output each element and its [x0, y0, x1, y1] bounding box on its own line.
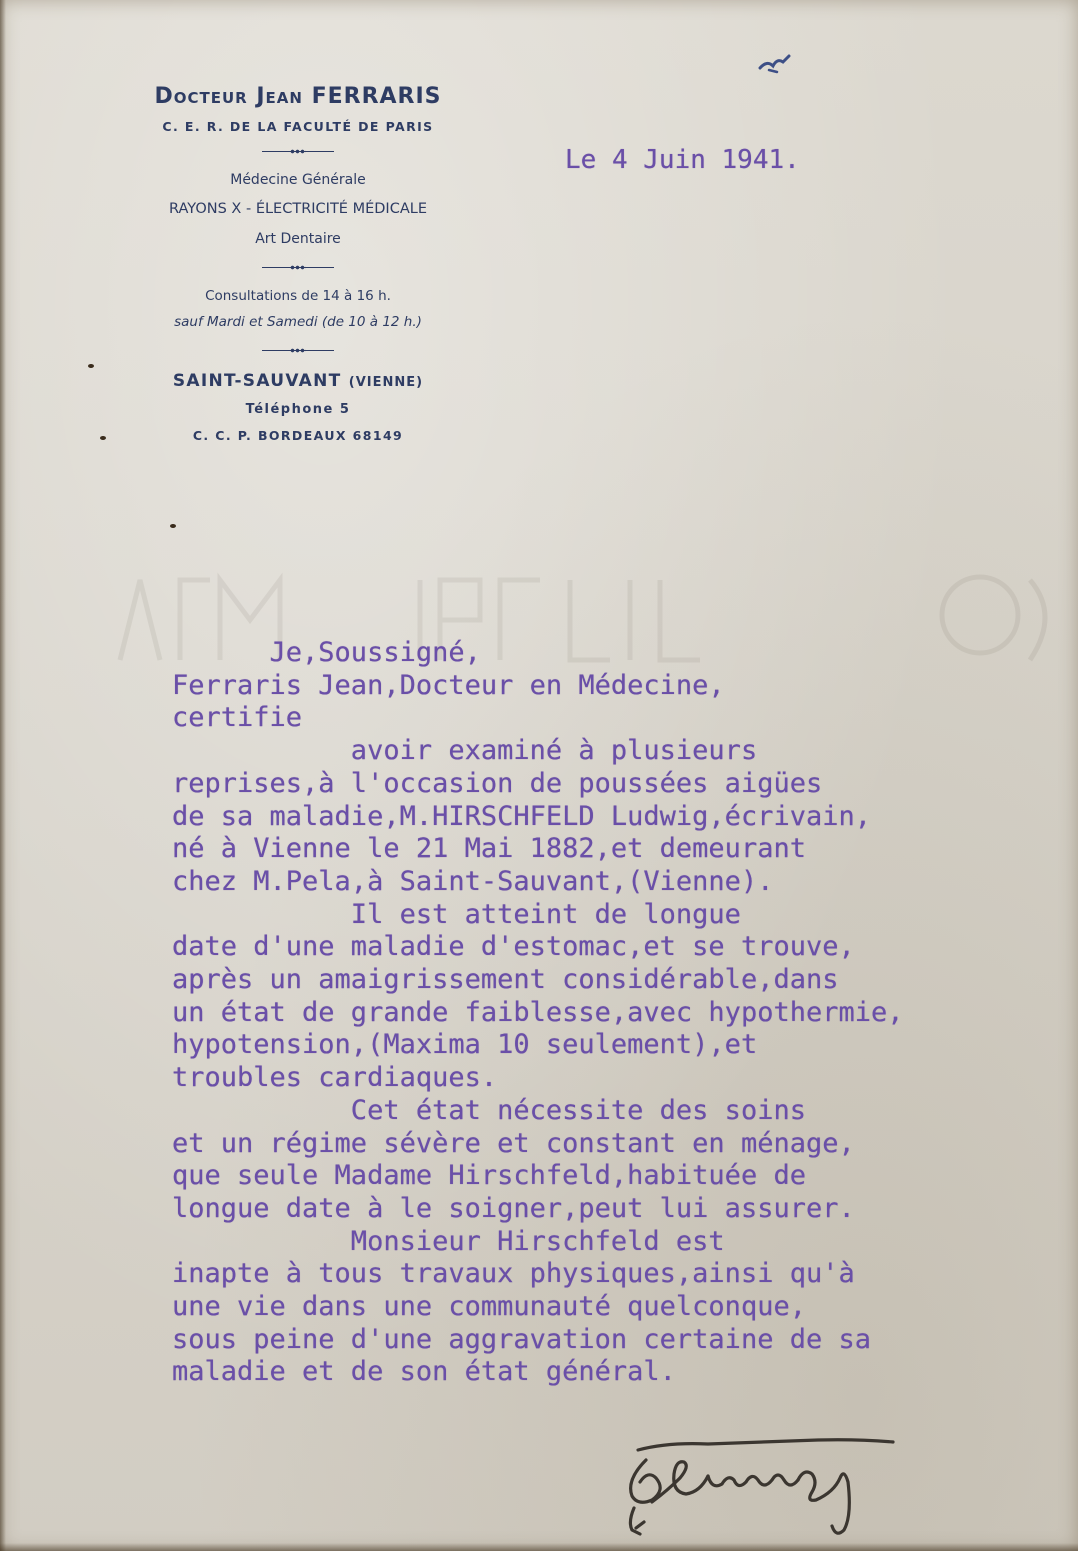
body-line: Ferraris Jean,Docteur en Médecine, — [172, 669, 725, 701]
pencil-mark-icon — [755, 48, 795, 78]
body-line: hypotension,(Maxima 10 seulement),et — [172, 1029, 758, 1061]
body-line: longue date à le soigner,peut lui assurer. — [172, 1192, 855, 1224]
body-line: un état de grande faiblesse,avec hypothermie, — [172, 996, 904, 1028]
body-line: Il est atteint de longue — [172, 898, 741, 930]
region-name: (VIENNE) — [348, 375, 424, 390]
town-line — [80, 371, 516, 391]
ornament-divider — [262, 148, 334, 156]
body-line: certifie — [172, 702, 303, 734]
phone-line: Téléphone 5 — [245, 402, 351, 417]
town-name: SAINT-SAUVANT — [172, 371, 342, 391]
pin-hole — [88, 364, 94, 368]
body-line: que seule Madame Hirschfeld,habituée de — [172, 1160, 806, 1192]
body-line: de sa maladie,M.HIRSCHFELD Ludwig,écrivain, — [172, 800, 871, 832]
body-line: Monsieur Hirschfeld est — [172, 1225, 725, 1257]
body-line: et un régime sévère et constant en ménage, — [172, 1127, 855, 1159]
pin-hole — [100, 436, 106, 440]
specialty-xray: RAYONS X - ÉLECTRICITÉ MÉDICALE — [169, 201, 427, 217]
body-line: chez M.Pela,à Saint-Sauvant,(Vienne). — [172, 865, 774, 897]
pin-hole — [170, 524, 176, 528]
signature-icon — [608, 1430, 908, 1540]
specialty-dental: Art Dentaire — [255, 231, 341, 247]
body-line: date d'une maladie d'estomac,et se trouve, — [172, 931, 855, 963]
body-line: troubles cardiaques. — [172, 1062, 498, 1094]
specialty-general: Médecine Générale — [230, 172, 366, 188]
body-line: inapte à tous travaux physiques,ainsi qu'à — [172, 1258, 855, 1290]
body-line: maladie et de son état général. — [172, 1356, 676, 1388]
body-line: Cet état nécessite des soins — [172, 1094, 806, 1126]
faculty-line: C. E. R. DE LA FACULTÉ DE PARIS — [162, 119, 434, 134]
consultation-hours: Consultations de 14 à 16 h. — [205, 288, 391, 304]
body-line: après un amaigrissement considérable,dans — [172, 964, 839, 995]
body-line: avoir examiné à plusieurs — [172, 735, 758, 767]
body-line: sous peine d'une aggravation certaine de sa — [172, 1323, 871, 1355]
letter-date: Le 4 Juin 1941. — [565, 145, 800, 175]
ccp-line: C. C. P. BORDEAUX 68149 — [192, 428, 404, 443]
body-line: reprises,à l'occasion de poussées aigües — [172, 767, 823, 799]
body-line: une vie dans une communauté quelconque, — [172, 1291, 806, 1322]
ornament-divider — [262, 347, 334, 355]
body-line: Je,Soussigné, — [172, 637, 481, 668]
body-line: né à Vienne le 21 Mai 1882,et demeurant — [172, 833, 806, 865]
paper-edge-left — [0, 0, 6, 1551]
doctor-name: Docteur Jean FERRARIS — [154, 84, 442, 109]
paper-edge-bottom — [0, 1543, 1078, 1551]
consultation-exceptions: sauf Mardi et Samedi (de 10 à 12 h.) — [174, 314, 422, 330]
ornament-divider — [262, 264, 334, 272]
